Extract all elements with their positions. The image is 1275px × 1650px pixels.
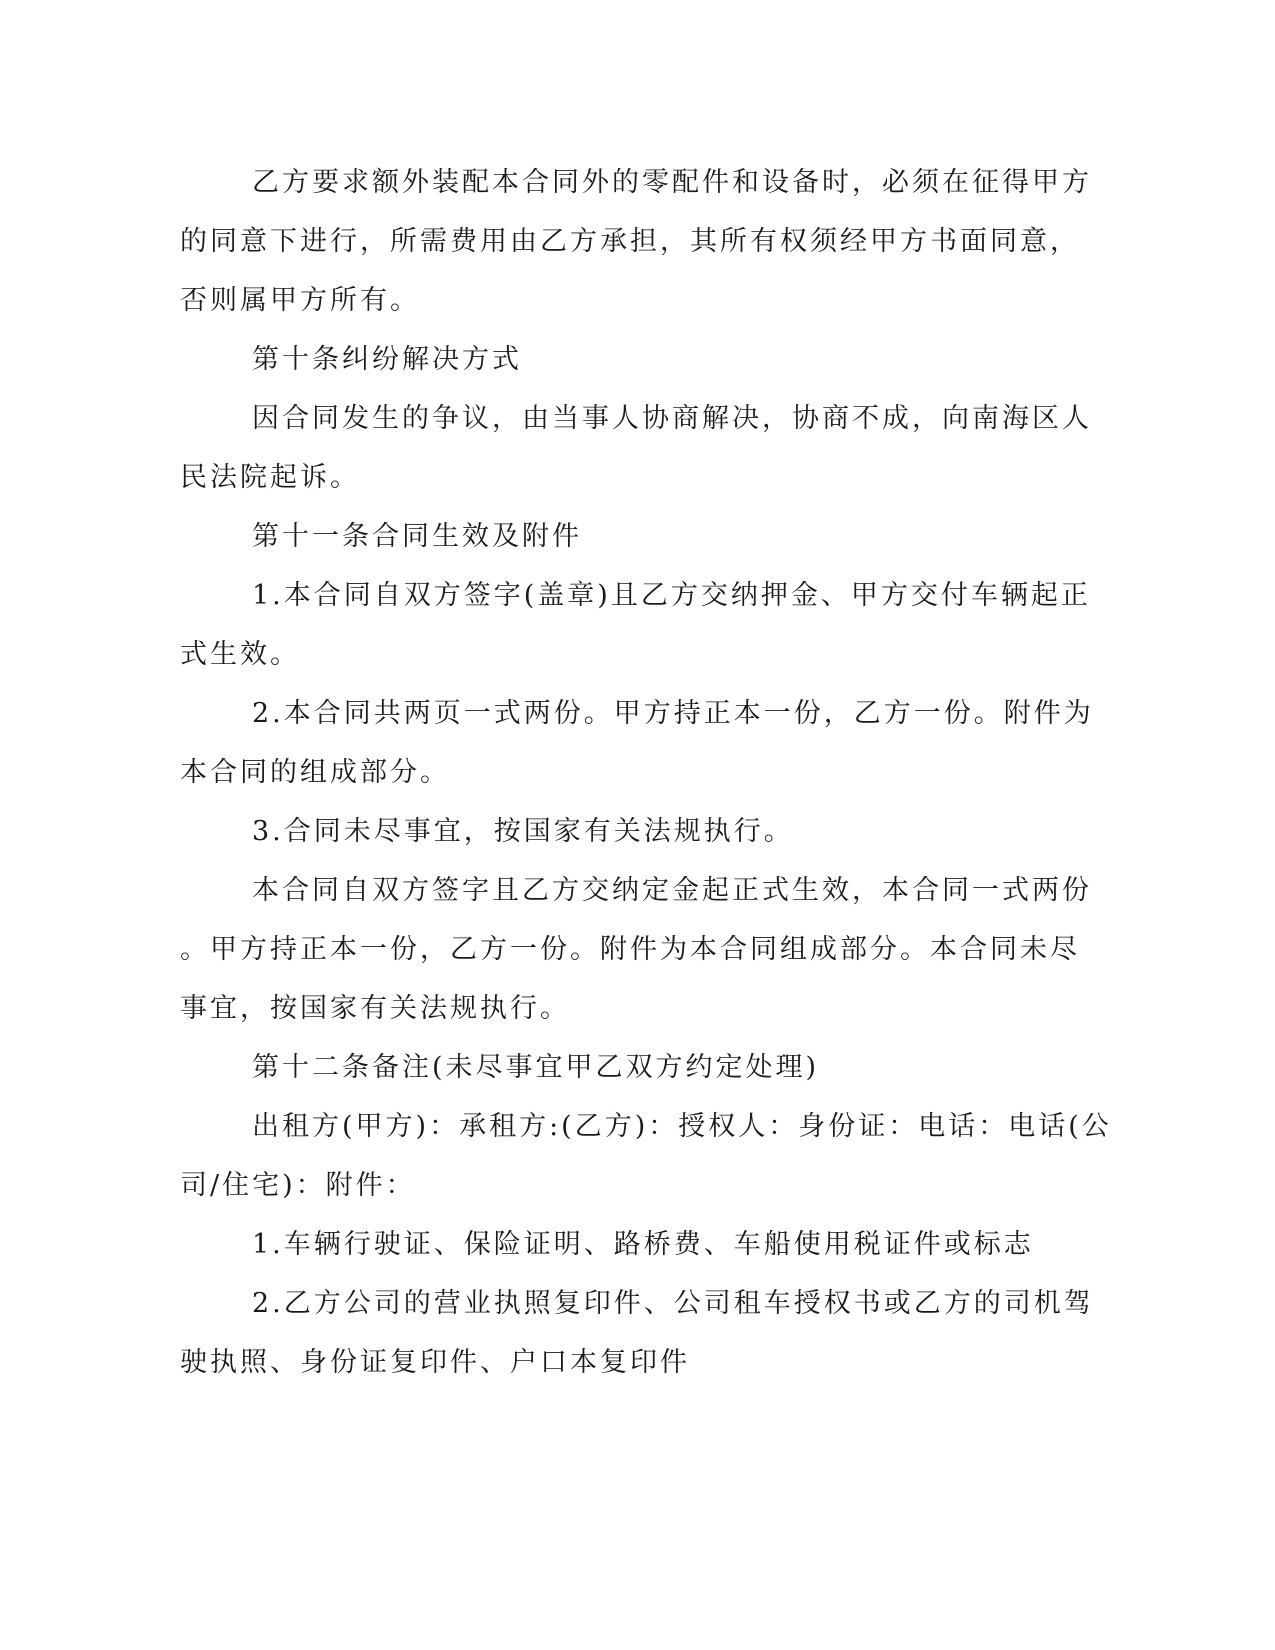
article-11-heading bbox=[180, 507, 1030, 566]
paragraph-parties bbox=[180, 1097, 1112, 1215]
attachment-2 bbox=[180, 1274, 1094, 1392]
text-line: 司/住宅)：附件： bbox=[180, 1170, 416, 1201]
text-line: 事宜，按国家有关法规执行。 bbox=[180, 993, 570, 1024]
clause-11-2 bbox=[180, 684, 1094, 802]
text-line: 第十条纠纷解决方式 bbox=[252, 344, 522, 375]
text-line: 。甲方持正本一份，乙方一份。附件为本合同组成部分。本合同未尽 bbox=[180, 934, 1080, 965]
text-line: 第十一条合同生效及附件 bbox=[252, 521, 582, 552]
text-line: 民法院起诉。 bbox=[180, 462, 360, 493]
paragraph-effectiveness bbox=[180, 861, 1092, 1038]
text-line: 2.本合同共两页一式两份。甲方持正本一份，乙方一份。附件为 bbox=[252, 698, 1094, 729]
article-12-heading bbox=[180, 1038, 1030, 1097]
text-line: 本合同自双方签字且乙方交纳定金起正式生效，本合同一式两份 bbox=[252, 875, 1092, 906]
text-line: 3.合同未尽事宜，按国家有关法规执行。 bbox=[252, 816, 794, 847]
attachment-1 bbox=[180, 1215, 1034, 1274]
text-line: 的同意下进行，所需费用由乙方承担，其所有权须经甲方书面同意， bbox=[180, 226, 1080, 257]
text-line: 式生效。 bbox=[180, 639, 300, 670]
text-line: 因合同发生的争议，由当事人协商解决，协商不成，向南海区人 bbox=[252, 403, 1092, 434]
text-line: 乙方要求额外装配本合同外的零配件和设备时，必须在征得甲方 bbox=[252, 167, 1092, 198]
text-line: 本合同的组成部分。 bbox=[180, 757, 450, 788]
text-line: 2.乙方公司的营业执照复印件、公司租车授权书或乙方的司机驾 bbox=[252, 1288, 1094, 1319]
text-line: 1.本合同自双方签字(盖章)且乙方交纳押金、甲方交付车辆起正 bbox=[252, 580, 1091, 611]
article-10-heading bbox=[180, 330, 1030, 389]
text-line: 否则属甲方所有。 bbox=[180, 285, 420, 316]
text-line: 第十二条备注(未尽事宜甲乙双方约定处理) bbox=[252, 1052, 820, 1083]
clause-11-1 bbox=[180, 566, 1091, 684]
paragraph-dispute bbox=[180, 389, 1092, 507]
text-line: 驶执照、身份证复印件、户口本复印件 bbox=[180, 1347, 690, 1378]
paragraph-extra-parts bbox=[180, 153, 1092, 330]
document-body bbox=[180, 153, 1112, 1392]
text-line: 1.车辆行驶证、保险证明、路桥费、车船使用税证件或标志 bbox=[252, 1229, 1034, 1260]
text-line: 出租方(甲方)：承租方:(乙方)：授权人：身份证：电话：电话(公 bbox=[252, 1111, 1112, 1142]
clause-11-3 bbox=[180, 802, 1030, 861]
